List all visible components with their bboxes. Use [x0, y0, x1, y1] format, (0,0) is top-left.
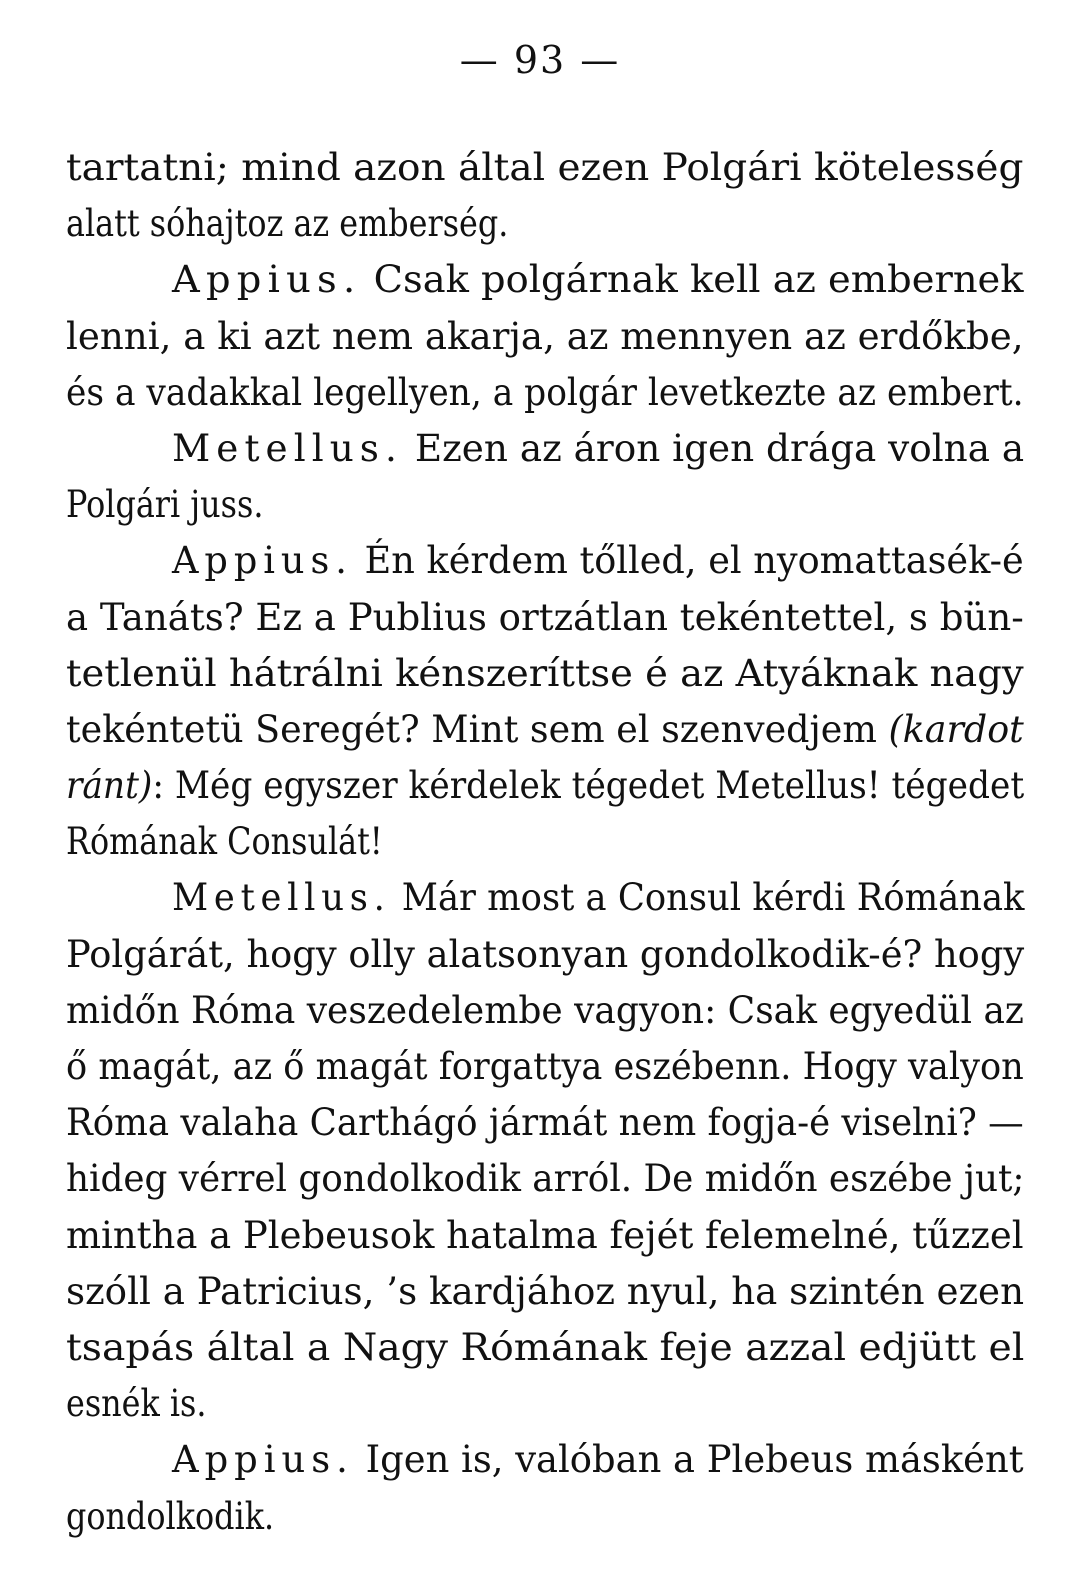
text-line — [66, 1151, 1024, 1207]
speaker-name: Metellus. — [172, 426, 403, 470]
stage-direction: ránt) — [66, 764, 153, 808]
speaker-name: Appius. — [172, 258, 362, 302]
body-text — [66, 140, 1024, 1545]
text-line — [66, 983, 1024, 1039]
speaker-name: Metellus. — [172, 876, 391, 920]
line-text: Polgárát, hogy olly alatsonyan gondolkodik-é? hogy — [66, 932, 1025, 976]
line-text: a Tanáts? Ez a Publius ortzátlan tekéntettel, s bün- — [66, 595, 1024, 639]
text-line — [66, 814, 1024, 870]
text-line — [66, 1320, 1024, 1376]
speaker-name: Appius. — [172, 1438, 354, 1482]
text-line — [66, 365, 1024, 421]
text-line — [66, 1039, 1024, 1095]
text-line — [66, 421, 1024, 477]
line-text: Polgári juss. — [66, 483, 264, 527]
line-text: ő magát, az ő magát forgattya eszébenn. Hogy valyon — [66, 1045, 1024, 1088]
line-text: Ezen az áron igen drága volna a — [402, 426, 1025, 470]
page-number: — 93 — — [459, 38, 621, 82]
text-line — [66, 1376, 1024, 1432]
text-line — [66, 870, 1024, 926]
line-text: Róma valaha Carthágó jármát nem fogja-é viselni? — — [66, 1101, 1024, 1145]
line-text: midőn Róma veszedelembe vagyon: Csak egyedül az — [66, 988, 1024, 1032]
line-text: tsapás által a Nagy Rómának feje azzal edjütt el — [66, 1325, 1025, 1369]
line-text: Rómának Consulát! — [66, 820, 383, 864]
line-text: Már most a Consul kérdi Rómának — [390, 876, 1025, 920]
line-text: tartatni; mind azon által ezen Polgári kötelesség — [66, 146, 1024, 189]
text-line — [66, 140, 1024, 196]
line-text: gondolkodik. — [66, 1494, 275, 1538]
text-line — [66, 309, 1024, 365]
speaker-name: Appius. — [172, 539, 353, 583]
stage-direction: (kardot — [888, 707, 1024, 751]
line-text: Igen is, valóban a Plebeus másként — [353, 1438, 1024, 1482]
text-line — [66, 196, 1024, 252]
text-line — [66, 1489, 1024, 1545]
line-text: Én kérdem tőlled, el nyomattasék-é — [352, 539, 1024, 583]
text-line — [66, 252, 1024, 308]
text-line — [66, 590, 1024, 646]
line-text: és a vadakkal legellyen, a polgár levetkezte az embert. — [66, 370, 1024, 414]
line-text: tetlenül hátrálni kénszeríttse é az Atyáknak nagy — [66, 651, 1024, 695]
text-line — [66, 533, 1024, 589]
line-text: esnék is. — [66, 1382, 207, 1426]
line-text: hideg vérrel gondolkodik arról. De midőn eszébe jut; — [66, 1157, 1025, 1201]
text-line — [66, 646, 1024, 702]
text-line — [66, 927, 1024, 983]
line-text: alatt sóhajtoz az emberség. — [66, 202, 509, 246]
line-text: mintha a Plebeusok hatalma fejét felemelné, tűzzel — [66, 1213, 1024, 1257]
text-line — [66, 758, 1024, 814]
text-line — [66, 1264, 1024, 1320]
text-line — [66, 1095, 1024, 1151]
line-text: lenni, a ki azt nem akarja, az mennyen az erdőkbe, — [66, 314, 1024, 358]
text-line — [66, 1208, 1024, 1264]
text-line — [66, 1432, 1024, 1488]
line-text: szóll a Patricius, ’s kardjához nyul, ha szintén ezen — [66, 1269, 1025, 1313]
text-line — [66, 477, 1024, 533]
line-text: : Még egyszer kérdelek tégedet Metellus! tégedet — [152, 764, 1025, 808]
line-text: Csak polgárnak kell az embernek — [361, 258, 1024, 302]
text-line — [66, 702, 1024, 758]
line-text: tekéntetü Seregét? Mint sem el szenvedjem — [66, 707, 889, 751]
